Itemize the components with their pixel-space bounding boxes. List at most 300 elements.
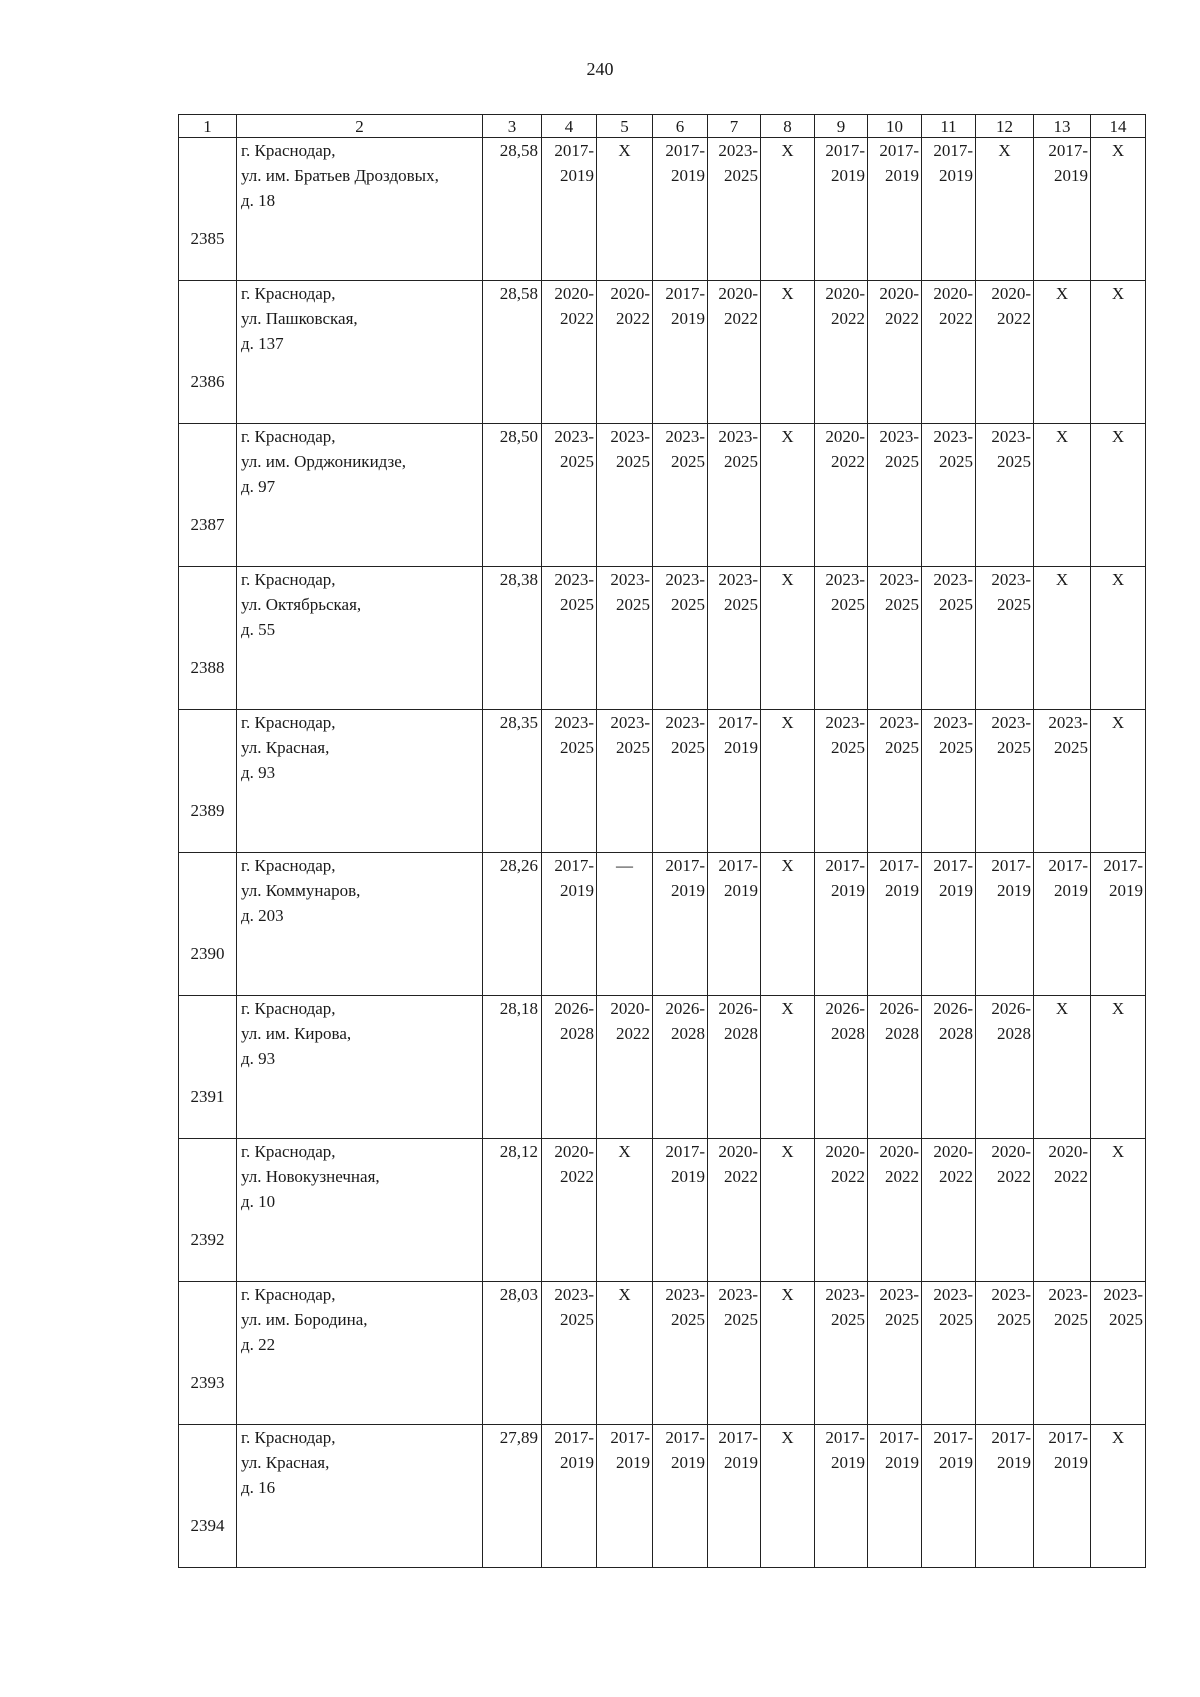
cell-line: 2017- [554,141,594,160]
cell-line: 2028 [831,1024,865,1043]
period-cell [1034,138,1091,281]
cell-line: 2019 [939,1453,973,1472]
period-cell [868,853,922,996]
period-cell [976,567,1034,710]
cell-line: 2022 [831,452,865,471]
cell-line: 2019 [560,166,594,185]
cell-line: 2023- [1048,1285,1088,1304]
period-cell [922,138,976,281]
period-cell [815,1282,868,1425]
period-cell [815,281,868,424]
table-row [179,853,1146,996]
cell-line: 2023- [665,570,705,589]
address-line: г. Краснодар, [241,1428,336,1447]
cell-line: 2025 [831,595,865,614]
period-cell [1034,1139,1091,1282]
period-cell [1034,710,1091,853]
cell-line: 2017- [1048,856,1088,875]
row-number: 2385 [179,138,237,281]
cell-line: 2025 [724,595,758,614]
mark-cell [761,996,815,1139]
cell-line: 2023- [665,1285,705,1304]
cell-line: 2017- [879,141,919,160]
address-cell [237,281,483,424]
cell-line: 2028 [724,1024,758,1043]
cell-line: 2022 [997,309,1031,328]
cell-line: 2017- [665,284,705,303]
cell-line: 2023- [933,427,973,446]
period-cell [922,710,976,853]
table-row [179,1425,1146,1568]
mark-cell [1034,281,1091,424]
cell-line: 2019 [671,881,705,900]
period-cell [815,1425,868,1568]
cell-line: 2020- [825,284,865,303]
cell-line: 2025 [831,738,865,757]
cell-line: 2025 [724,452,758,471]
period-cell [542,1282,597,1425]
address-line: ул. Красная, [241,738,330,757]
cell-line: 2025 [671,738,705,757]
cell-line: 2022 [885,309,919,328]
period-cell [976,281,1034,424]
mark-cell [761,853,815,996]
cell-line: 2025 [560,452,594,471]
address-cell [237,1425,483,1568]
period-cell [868,138,922,281]
cell-line: 2019 [671,1453,705,1472]
mark-cell [1034,567,1091,710]
cell-line: Х [618,1142,631,1161]
cell-line: 2025 [724,166,758,185]
cell-line: Х [781,1428,794,1447]
cell-line: 2019 [671,1167,705,1186]
cell-line: 2017- [665,1428,705,1447]
cell-line: Х [781,427,794,446]
cell-line: 2023- [933,1285,973,1304]
column-number-row [179,115,1146,138]
address-cell [237,1139,483,1282]
address-line: д. 18 [241,191,276,210]
cell-line: 2023- [825,1285,865,1304]
column-header-14: 14 [1091,115,1146,138]
cell-line: 2023- [1048,713,1088,732]
address-cell [237,853,483,996]
period-cell [1091,1282,1146,1425]
cell-line: Х [1055,570,1069,589]
table-row [179,138,1146,281]
address-line: ул. им. Кирова, [241,1024,352,1043]
mark-cell [1091,424,1146,567]
column-header-13: 13 [1034,115,1091,138]
cell-line: Х [781,570,794,589]
cell-line: 2023- [879,1285,919,1304]
period-cell [653,281,708,424]
cell-line: 2026- [665,999,705,1018]
address-cell [237,567,483,710]
mark-cell [1091,281,1146,424]
cell-line: Х [781,856,794,875]
period-cell [653,567,708,710]
cell-line: 2025 [616,595,650,614]
table-row [179,281,1146,424]
cell-line: 2023- [879,570,919,589]
cell-line: 2025 [997,452,1031,471]
period-cell [922,1139,976,1282]
cell-line: 2020- [991,284,1031,303]
area-cell: 28,50 [483,424,542,567]
cell-line: 2017- [933,1428,973,1447]
address-line: д. 97 [241,477,276,496]
cell-line: 2019 [885,1453,919,1472]
cell-line: 2019 [724,881,758,900]
row-number: 2390 [179,853,237,996]
cell-line: 2017- [991,856,1031,875]
period-cell [976,424,1034,567]
cell-line: 2019 [831,881,865,900]
row-number: 2394 [179,1425,237,1568]
address-line: ул. им. Бородина, [241,1310,368,1329]
cell-line: 2020- [879,284,919,303]
cell-line: 2017- [1048,1428,1088,1447]
row-number: 2391 [179,996,237,1139]
period-cell [815,1139,868,1282]
period-cell [708,424,761,567]
period-cell [922,424,976,567]
cell-line: Х [1111,1428,1125,1447]
cell-line: 2022 [939,1167,973,1186]
address-cell [237,996,483,1139]
cell-line: 2022 [560,309,594,328]
cell-line: 2025 [885,1310,919,1329]
cell-line: 2023- [665,427,705,446]
cell-line: 2020- [718,284,758,303]
cell-line: 2017- [1048,141,1088,160]
period-cell [653,1425,708,1568]
table-row [179,567,1146,710]
cell-line: 2022 [724,309,758,328]
column-header-12: 12 [976,115,1034,138]
cell-line: 2023- [1103,1285,1143,1304]
cell-line: 2017- [718,713,758,732]
period-cell [815,567,868,710]
row-number: 2393 [179,1282,237,1425]
period-cell [922,281,976,424]
address-line: д. 93 [241,1049,276,1068]
cell-line: 2026- [879,999,919,1018]
cell-line: 2025 [939,738,973,757]
cell-line: 2019 [1109,881,1143,900]
period-cell [708,1139,761,1282]
row-number: 2388 [179,567,237,710]
cell-line: 2020- [718,1142,758,1161]
period-cell [708,567,761,710]
period-cell [976,1282,1034,1425]
cell-line: 2023- [879,713,919,732]
mark-cell [761,567,815,710]
cell-line: 2025 [724,1310,758,1329]
address-line: г. Краснодар, [241,427,336,446]
cell-line: 2025 [997,595,1031,614]
cell-line: 2017- [825,141,865,160]
mark-cell [1034,996,1091,1139]
column-header-2: 2 [237,115,483,138]
address-line: ул. Пашковская, [241,309,358,328]
cell-line: 2025 [939,595,973,614]
cell-line: 2025 [1054,738,1088,757]
period-cell [868,710,922,853]
cell-line: 2017- [554,856,594,875]
cell-line: 2022 [831,309,865,328]
period-cell [708,138,761,281]
period-cell [708,996,761,1139]
period-cell [597,710,653,853]
period-cell [542,138,597,281]
address-line: г. Краснодар, [241,570,336,589]
address-line: д. 55 [241,620,276,639]
cell-line: 2025 [1054,1310,1088,1329]
cell-line: 2019 [939,166,973,185]
period-cell [542,424,597,567]
cell-line: 2025 [560,738,594,757]
address-line: ул. Красная, [241,1453,330,1472]
cell-line: 2025 [939,452,973,471]
cell-line: 2017- [825,1428,865,1447]
cell-line: 2019 [560,881,594,900]
cell-line: 2022 [560,1167,594,1186]
cell-line: Х [998,141,1011,160]
housing-register-table [178,114,1146,1568]
cell-line: 2019 [1054,1453,1088,1472]
mark-cell [761,710,815,853]
cell-line: 2020- [1048,1142,1088,1161]
mark-cell [1091,567,1146,710]
period-cell [653,1282,708,1425]
period-cell [708,710,761,853]
period-cell [653,1139,708,1282]
period-cell [597,281,653,424]
cell-line: Х [781,1142,794,1161]
mark-cell [597,1139,653,1282]
area-cell: 28,35 [483,710,542,853]
cell-line: 2023- [554,570,594,589]
period-cell [542,710,597,853]
table-row [179,710,1146,853]
mark-cell [597,853,653,996]
column-header-9: 9 [815,115,868,138]
cell-line: 2019 [560,1453,594,1472]
mark-cell [976,138,1034,281]
mark-cell [1091,710,1146,853]
period-cell [1034,853,1091,996]
cell-line: 2025 [671,452,705,471]
cell-line: 2017- [718,856,758,875]
area-cell: 28,18 [483,996,542,1139]
period-cell [653,138,708,281]
cell-line: 2023- [665,713,705,732]
cell-line: Х [618,141,631,160]
period-cell [542,1139,597,1282]
period-cell [815,996,868,1139]
period-cell [815,138,868,281]
period-cell [868,1282,922,1425]
period-cell [815,424,868,567]
mark-cell [1091,996,1146,1139]
cell-line: 2020- [825,1142,865,1161]
cell-line: Х [1111,570,1125,589]
cell-line: 2022 [724,1167,758,1186]
cell-line: Х [1111,427,1125,446]
period-cell [542,996,597,1139]
cell-line: 2025 [885,738,919,757]
column-header-10: 10 [868,115,922,138]
cell-line: 2026- [718,999,758,1018]
column-header-7: 7 [708,115,761,138]
cell-line: Х [1111,1142,1125,1161]
address-line: д. 22 [241,1335,276,1354]
period-cell [653,853,708,996]
period-cell [976,853,1034,996]
address-cell [237,710,483,853]
cell-line: Х [1111,284,1125,303]
cell-line: 2025 [885,595,919,614]
cell-line: 2017- [665,856,705,875]
period-cell [542,281,597,424]
cell-line: 2022 [616,309,650,328]
cell-line: 2019 [997,1453,1031,1472]
cell-line: 2028 [997,1024,1031,1043]
table-body [179,138,1146,1568]
address-cell [237,1282,483,1425]
cell-line: 2025 [671,595,705,614]
cell-line: 2020- [554,1142,594,1161]
page-number: 240 [586,59,614,79]
mark-cell [597,1282,653,1425]
mark-cell [761,1139,815,1282]
period-cell [708,853,761,996]
cell-line: 2017- [933,141,973,160]
cell-line: 2020- [610,284,650,303]
period-cell [868,1139,922,1282]
column-header-3: 3 [483,115,542,138]
cell-line: 2025 [939,1310,973,1329]
cell-line: Х [1055,427,1069,446]
mark-cell [1091,1139,1146,1282]
cell-line: 2026- [933,999,973,1018]
mark-cell [1091,1425,1146,1568]
period-cell [708,281,761,424]
cell-line: 2019 [997,881,1031,900]
cell-line: 2023- [718,141,758,160]
address-line: д. 16 [241,1478,276,1497]
cell-line: 2025 [997,738,1031,757]
cell-line: 2023- [554,1285,594,1304]
address-cell [237,424,483,567]
cell-line: 2022 [885,1167,919,1186]
mark-cell [761,138,815,281]
cell-line: 2025 [560,1310,594,1329]
period-cell [922,853,976,996]
period-cell [597,567,653,710]
period-cell [815,853,868,996]
period-cell [976,1139,1034,1282]
column-header-8: 8 [761,115,815,138]
cell-line: 2019 [831,1453,865,1472]
column-header-5: 5 [597,115,653,138]
address-line: д. 137 [241,334,284,353]
period-cell [1034,1425,1091,1568]
cell-line: 2020- [610,999,650,1018]
table-row [179,996,1146,1139]
area-cell: 28,03 [483,1282,542,1425]
cell-line: 2023- [991,713,1031,732]
table-row [179,424,1146,567]
cell-line: 2017- [1103,856,1143,875]
table-row [179,1282,1146,1425]
cell-line: 2017- [825,856,865,875]
cell-line: 2017- [665,1142,705,1161]
period-cell [653,996,708,1139]
period-cell [868,281,922,424]
cell-line: 2022 [831,1167,865,1186]
area-cell: 28,58 [483,138,542,281]
table-row [179,1139,1146,1282]
row-number: 2387 [179,424,237,567]
cell-line: 2020- [991,1142,1031,1161]
column-header-4: 4 [542,115,597,138]
cell-line: 2019 [724,1453,758,1472]
period-cell [868,1425,922,1568]
cell-line: 2020- [933,1142,973,1161]
cell-line: 2019 [939,881,973,900]
cell-line: Х [1055,999,1069,1018]
cell-line: Х [781,713,794,732]
address-line: ул. Коммунаров, [241,881,361,900]
period-cell [653,424,708,567]
cell-line: 2023- [825,713,865,732]
area-cell: 28,26 [483,853,542,996]
cell-line: 2019 [1054,166,1088,185]
period-cell [922,1282,976,1425]
address-line: г. Краснодар, [241,999,336,1018]
cell-line: 2023- [933,713,973,732]
address-line: д. 10 [241,1192,276,1211]
mark-cell [761,424,815,567]
cell-line: 2017- [933,856,973,875]
period-cell [815,710,868,853]
cell-line: 2023- [991,1285,1031,1304]
row-number: 2386 [179,281,237,424]
cell-line: Х [781,141,794,160]
cell-line: 2017- [610,1428,650,1447]
cell-line: Х [781,284,794,303]
cell-line: 2028 [560,1024,594,1043]
mark-cell [761,281,815,424]
cell-line: Х [618,1285,631,1304]
period-cell [597,1425,653,1568]
mark-cell [761,1282,815,1425]
cell-line: 2019 [1054,881,1088,900]
cell-line: 2025 [616,452,650,471]
area-cell: 28,58 [483,281,542,424]
address-line: ул. Октябрьская, [241,595,362,614]
period-cell [976,996,1034,1139]
cell-line: 2017- [879,1428,919,1447]
cell-line: 2025 [831,1310,865,1329]
period-cell [976,710,1034,853]
cell-line: 2026- [554,999,594,1018]
cell-line: 2017- [879,856,919,875]
